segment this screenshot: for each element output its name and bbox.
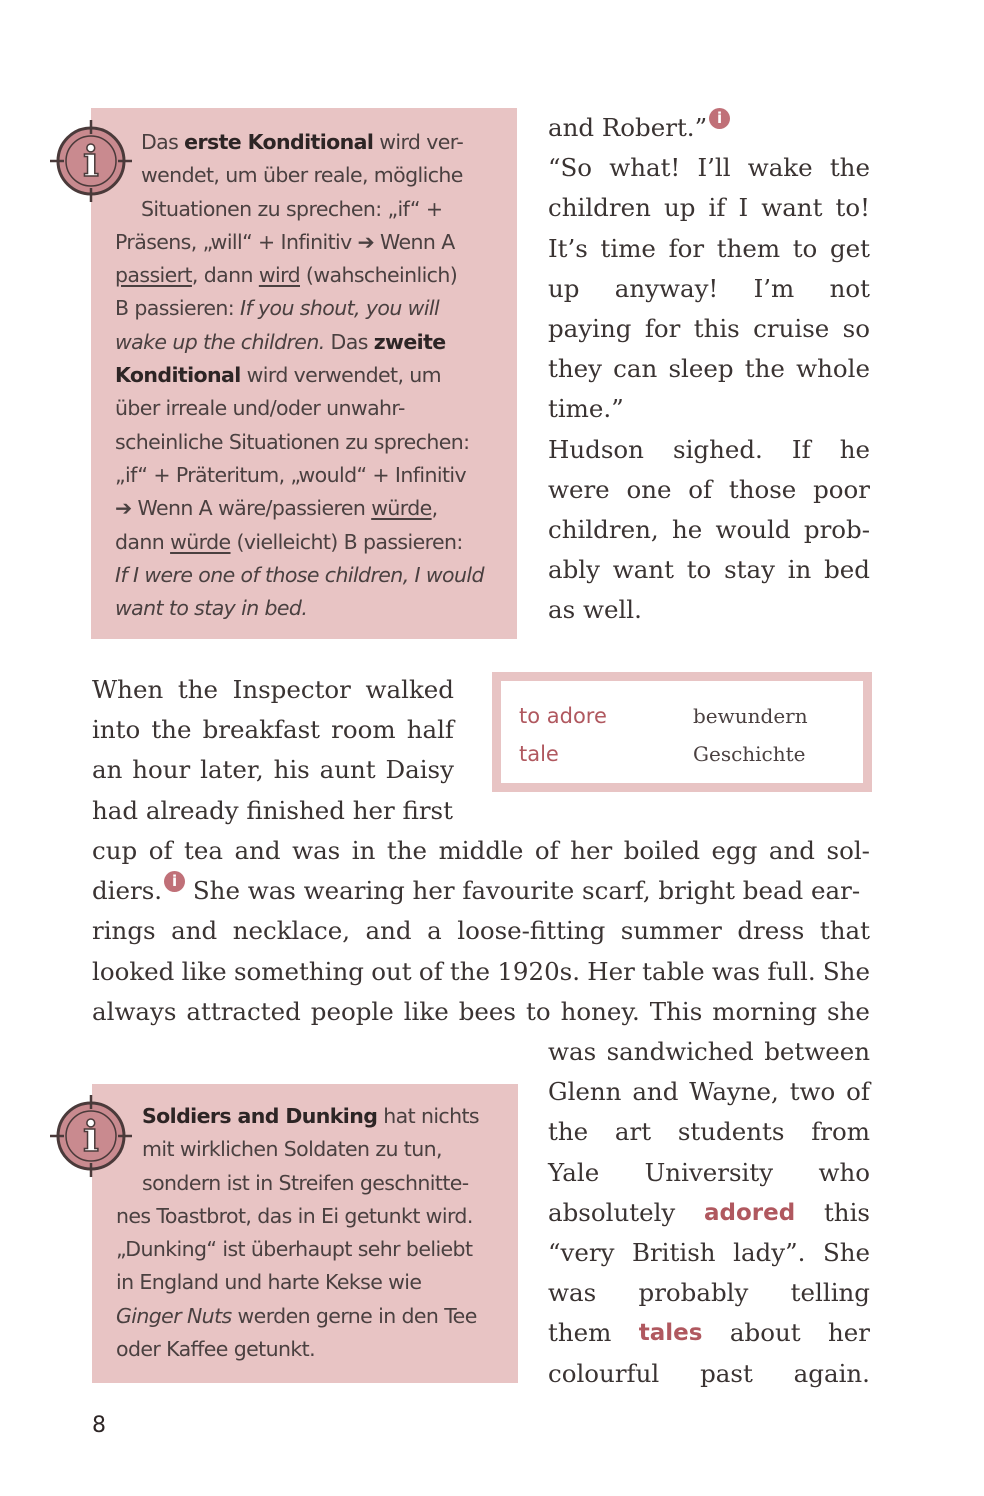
info-icon: [50, 120, 132, 202]
info-text: sondern ist in Streifen geschnitte-: [142, 1170, 469, 1195]
text-line: up anyway! I’m not: [548, 273, 870, 303]
info-text: wendet, um über reale, mögliche: [141, 163, 463, 188]
info-example: want to stay in bed.: [115, 596, 308, 621]
text-line-content: absolutely: [548, 1197, 676, 1227]
info-text: , dann: [191, 263, 259, 288]
text-line: [548, 389, 870, 429]
text-line: It’s time for them to get: [548, 233, 870, 263]
text-line: looked like something out of the 1920s. Her table was full. She: [92, 956, 870, 986]
vocab-definition: Geschichte: [693, 742, 806, 766]
info-line: [116, 1167, 498, 1200]
info-text: „if“ + Präteritum, „would“ + Infinitiv: [115, 462, 467, 487]
text-line-content: She was wearing her favourite scarf, bright bead ear-: [185, 876, 861, 906]
info-example: Ginger Nuts: [116, 1303, 232, 1328]
info-line: [116, 1266, 498, 1299]
info-line: [115, 359, 497, 392]
text-line: [548, 108, 870, 148]
text-line: they can sleep the whole: [548, 354, 870, 384]
vocab-highlight: tales: [638, 1320, 703, 1347]
text-line: an hour later, his aunt Daisy: [92, 755, 454, 785]
info-term: Konditional: [115, 363, 241, 388]
text-line: children up if I want to!: [548, 193, 870, 223]
text-line: When the Inspector walked: [92, 675, 454, 704]
info-underlined: wird: [258, 263, 300, 288]
text-line-content: diers.: [92, 876, 163, 906]
text-line: [548, 1193, 870, 1233]
info-text: B passieren:: [115, 296, 241, 321]
info-underlined: würde: [170, 529, 231, 554]
story-left-column: [92, 670, 454, 831]
info-text: nes Toastbrot, das in Ei getunkt wird.: [116, 1203, 473, 1228]
story-right-column-bottom: [548, 1032, 870, 1394]
info-marker-icon: i: [164, 871, 185, 892]
page-number: 8: [92, 1413, 106, 1438]
info-line: [115, 259, 497, 292]
text-line: was probably telling: [548, 1278, 870, 1308]
info-text: mit wirklichen Soldaten zu tun,: [142, 1137, 442, 1162]
info-line: [116, 1333, 498, 1366]
text-line: “very British lady”. She: [548, 1238, 870, 1268]
info-text: Das: [324, 329, 374, 354]
text-line: always attracted people like bees to honey. This morning she: [92, 996, 870, 1026]
info-text: (wahscheinlich): [300, 263, 458, 288]
text-line: [92, 791, 454, 831]
vocab-row: [519, 697, 845, 735]
info-line: [115, 459, 497, 492]
info-text: Präsens, „will“ + Infinitiv ➔ Wenn A: [115, 229, 455, 254]
text-line: Yale University who: [548, 1157, 870, 1187]
text-line: the art students from: [548, 1117, 870, 1147]
text-line: Hudson sighed. If he: [548, 434, 870, 464]
info-marker-icon: i: [709, 108, 730, 129]
text-line: into the breakfast room half: [92, 715, 454, 745]
text-line: [548, 590, 870, 630]
info-example: If I were one of those children, I would: [115, 562, 484, 587]
info-box-conditionals: [91, 108, 517, 639]
info-text: hat nichts: [377, 1104, 480, 1128]
text-line-content: this: [823, 1197, 870, 1227]
info-text: in England und harte Kekse wie: [116, 1270, 422, 1295]
info-underlined: passiert: [115, 263, 192, 288]
text-line: was sandwiched between: [548, 1037, 870, 1066]
vocab-term: tale: [519, 742, 559, 766]
info-text: wird ver-: [373, 130, 464, 154]
info-text: Situationen zu sprechen: „if“ +: [141, 196, 443, 221]
text-line: “So what! I’ll wake the: [548, 153, 870, 183]
text-line: paying for this cruise so: [548, 314, 870, 344]
info-line: [115, 292, 497, 325]
info-line: [115, 193, 497, 226]
vocab-row: [519, 735, 845, 773]
info-term: erste Konditional: [184, 130, 374, 154]
info-line: [115, 526, 497, 559]
text-line: [92, 871, 870, 911]
info-icon: [50, 1095, 132, 1177]
info-term: zweite: [373, 329, 446, 354]
info-text: über irreale und/oder unwahr-: [115, 396, 405, 421]
info-line: [116, 1300, 498, 1333]
text-line: colourful past again.: [548, 1358, 870, 1388]
text-line: ably want to stay in bed: [548, 555, 870, 585]
info-underlined: würde: [371, 496, 432, 521]
text-line-content: and Robert.”: [548, 113, 708, 142]
info-box-soldiers-dunking: [92, 1084, 518, 1383]
info-term: Soldiers and Dunking: [142, 1104, 378, 1128]
info-line: [115, 126, 497, 159]
vocab-term: to adore: [519, 704, 607, 728]
text-line: Glenn and Wayne, two of: [548, 1077, 870, 1107]
info-line: [115, 226, 497, 259]
info-line: [116, 1133, 498, 1166]
info-line: [115, 426, 497, 459]
story-right-column-top: [548, 108, 870, 631]
svg-text:i: i: [83, 137, 99, 186]
info-text: ,: [431, 496, 438, 521]
text-line: cup of tea and was in the middle of her boiled egg and sol-: [92, 836, 870, 865]
info-text: Das: [141, 130, 185, 154]
info-line: [116, 1100, 498, 1133]
info-line: [115, 592, 497, 625]
info-text: ➔ Wenn A wäre/passieren: [115, 496, 372, 521]
text-line-content: as well.: [548, 595, 642, 625]
info-line: [115, 392, 497, 425]
story-full-width: [92, 831, 870, 1032]
text-line-content: had already finished her first: [92, 795, 453, 825]
info-text: werden gerne in den Tee: [231, 1303, 477, 1328]
info-line: [115, 492, 497, 525]
info-line: [116, 1233, 498, 1266]
info-text: dann: [115, 529, 171, 554]
info-text: (vielleicht) B passieren:: [230, 529, 463, 554]
text-line-content: time.”: [548, 394, 624, 424]
text-line: children, he would prob-: [548, 515, 870, 545]
text-line: were one of those poor: [548, 474, 870, 504]
info-text: „Dunking“ ist überhaupt sehr beliebt: [116, 1237, 473, 1262]
info-example: If you shout, you will: [240, 296, 440, 321]
svg-text:i: i: [83, 1112, 99, 1161]
info-text: oder Kaffee getunkt.: [116, 1337, 316, 1362]
text-line: them tales about her: [548, 1313, 870, 1353]
vocab-definition: bewundern: [693, 704, 808, 728]
info-line: [115, 159, 497, 192]
vocabulary-box: [492, 672, 872, 792]
text-line-content: them: [548, 1318, 612, 1348]
info-line: [115, 559, 497, 592]
info-example: wake up the children.: [115, 329, 325, 354]
info-text: wird verwendet, um: [240, 363, 442, 388]
info-text: scheinliche Situationen zu sprechen:: [115, 429, 470, 454]
info-line: [115, 326, 497, 359]
vocab-highlight: adored: [704, 1199, 796, 1226]
info-line: [116, 1200, 498, 1233]
text-line: rings and necklace, and a loose-fitting summer dress that: [92, 916, 870, 946]
